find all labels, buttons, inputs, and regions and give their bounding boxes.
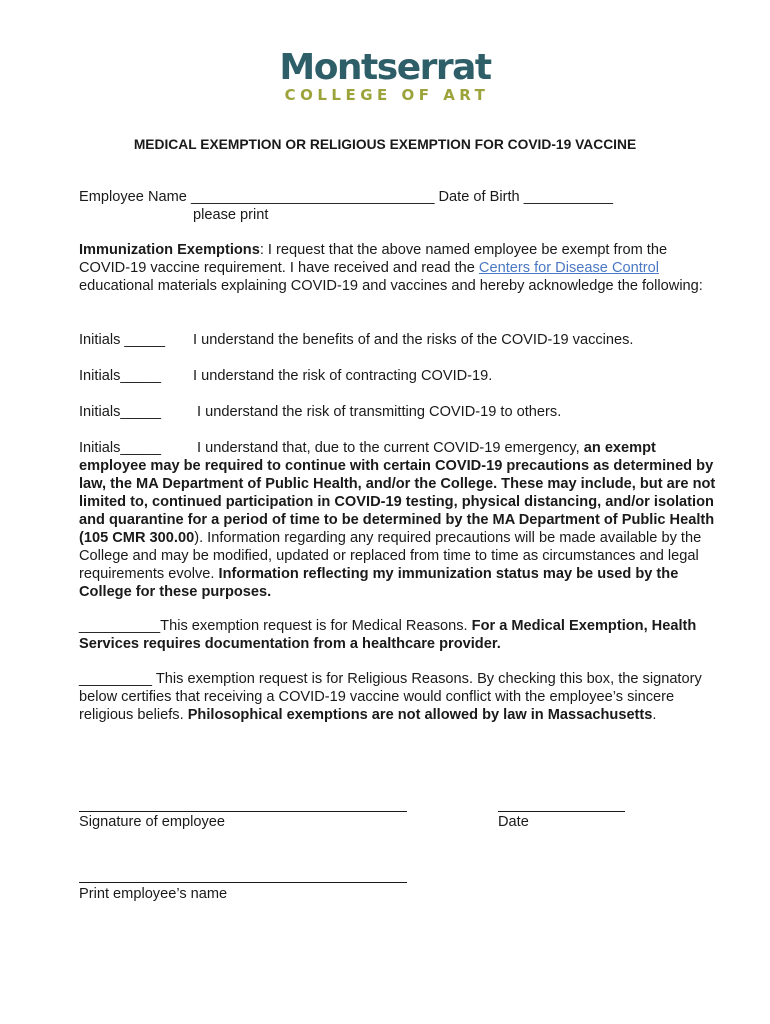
initial-statement: I understand the risk of transmitting COVID-19 to others. — [193, 404, 562, 420]
form-title: MEDICAL EXEMPTION OR RELIGIOUS EXEMPTION FOR COVID-19 VACCINE — [133, 137, 637, 152]
print-name-line[interactable] — [79, 882, 407, 883]
initial-4-bold-1: an exempt employee may be required to continue with certain COVID-19 precautions as determined by law, the MA Department of Public Health, and/or the College. These may include, but are not limited to, continued participation in COVID-19 testing, physical distancing, and/or isolation and quarantine for a period of time to be determined by the MA Department of Public Health (105 CMR 300.00 — [79, 440, 716, 546]
initial-line-3 — [79, 403, 719, 421]
signature-label: Signature of employee — [79, 814, 226, 830]
immunization-heading: Immunization Exemptions — [79, 242, 260, 258]
immunization-text-2: educational materials explaining COVID-19 and vaccines and hereby acknowledge the following: — [79, 278, 703, 294]
religious-bold: Philosophical exemptions are not allowed by law in Massachusetts — [187, 707, 653, 723]
print-name-label: Print employee’s name — [79, 886, 228, 902]
cdc-link[interactable]: Centers for Disease Control — [478, 260, 659, 276]
college-logo — [0, 47, 770, 104]
medical-checkbox-blank[interactable]: __________ — [79, 618, 161, 634]
initial-line-2 — [79, 367, 719, 385]
initial-4-text-1: I understand that, due to the current COVID-19 emergency, — [193, 440, 584, 456]
initials-field[interactable]: Initials _____ — [79, 332, 166, 348]
initial-4-bold-2: Information reflecting my immunization status may be used by the College for these purposes. — [79, 566, 679, 600]
employee-name-line — [79, 188, 719, 206]
religious-exemption-paragraph — [79, 670, 719, 724]
date-line[interactable] — [498, 811, 625, 812]
initials-field[interactable]: Initials_____ — [79, 404, 161, 420]
logo-subtitle: COLLEGE OF ART — [284, 86, 490, 104]
medical-bold: For a Medical Exemption, Health Services requires documentation from a healthcare provider. — [79, 618, 697, 652]
initial-statement: I understand the benefits of and the risks of the COVID-19 vaccines. — [193, 332, 634, 348]
dob-label: Date of Birth — [438, 189, 520, 205]
religious-text: This exemption request is for Religious Reasons. By checking this box, the signatory below certifies that receiving a COVID-19 vaccine would conflict with the employee’s sincere religious beliefs. — [79, 671, 702, 723]
signature-line[interactable] — [79, 811, 407, 812]
date-label: Date — [498, 814, 529, 830]
initial-line-1 — [79, 331, 719, 349]
dob-blank[interactable]: ___________ — [523, 189, 613, 205]
immunization-paragraph — [79, 241, 719, 295]
medical-exemption-paragraph — [79, 617, 719, 653]
employee-name-label: Employee Name — [79, 189, 187, 205]
medical-text: This exemption request is for Medical Reasons. — [160, 618, 472, 634]
employee-name-blank[interactable]: ______________________________ — [190, 189, 435, 205]
please-print-hint: please print — [193, 207, 269, 223]
religious-end: . — [652, 707, 657, 723]
initial-paragraph-4 — [79, 439, 719, 601]
initials-field[interactable]: Initials_____ — [79, 368, 161, 384]
initials-field[interactable]: Initials_____ — [79, 440, 161, 456]
initial-4-text-2: ). Information regarding any required precautions will be made available by the College and may be modified, updated or replaced from time to time as circumstances and legal requirements evolve. — [79, 530, 702, 582]
immunization-text-1: : I request that the above named employee be exempt from the COVID-19 vaccine requirement. I have received and read the — [79, 242, 668, 276]
logo-name: Montserrat — [279, 47, 491, 88]
religious-checkbox-blank[interactable]: _________ — [79, 671, 153, 687]
initial-statement: I understand the risk of contracting COVID-19. — [193, 368, 493, 384]
